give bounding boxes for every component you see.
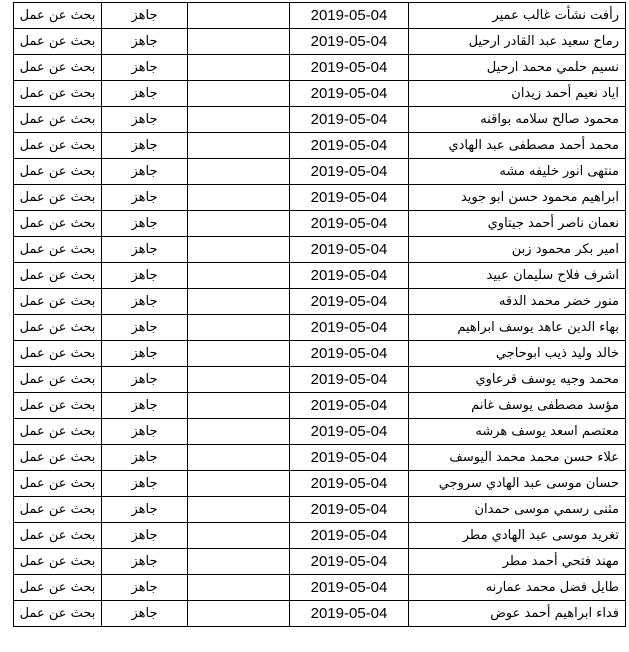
empty-cell [188, 159, 290, 185]
empty-cell [188, 107, 290, 133]
date-cell: 2019-05-04 [290, 445, 409, 471]
table-row [14, 393, 626, 419]
date-cell: 2019-05-04 [290, 185, 409, 211]
table-row [14, 497, 626, 523]
empty-cell [188, 419, 290, 445]
state-cell: جاهز [102, 133, 188, 159]
status-cell: بحث عن عمل [14, 315, 102, 341]
table-row [14, 315, 626, 341]
name-cell: محمود صالح سلامه بواقنه [409, 107, 626, 133]
name-cell: رماح سعيد عبد القادر ارحيل [409, 29, 626, 55]
empty-cell [188, 445, 290, 471]
state-cell: جاهز [102, 601, 188, 627]
empty-cell [188, 315, 290, 341]
table-row [14, 185, 626, 211]
empty-cell [188, 237, 290, 263]
date-cell: 2019-05-04 [290, 55, 409, 81]
table-row [14, 237, 626, 263]
date-cell: 2019-05-04 [290, 601, 409, 627]
status-cell: بحث عن عمل [14, 497, 102, 523]
date-cell: 2019-05-04 [290, 419, 409, 445]
empty-cell [188, 289, 290, 315]
empty-cell [188, 29, 290, 55]
empty-cell [188, 471, 290, 497]
empty-cell [188, 211, 290, 237]
state-cell: جاهز [102, 159, 188, 185]
status-cell: بحث عن عمل [14, 471, 102, 497]
date-cell: 2019-05-04 [290, 315, 409, 341]
name-cell: محمد أحمد مصطفى عبد الهادي [409, 133, 626, 159]
table-row [14, 575, 626, 601]
name-cell: ابراهيم محمود حسن ابو جويد [409, 185, 626, 211]
status-cell: بحث عن عمل [14, 3, 102, 29]
table-row [14, 159, 626, 185]
status-cell: بحث عن عمل [14, 523, 102, 549]
date-cell: 2019-05-04 [290, 263, 409, 289]
empty-cell [188, 185, 290, 211]
state-cell: جاهز [102, 471, 188, 497]
state-cell: جاهز [102, 3, 188, 29]
table-row [14, 29, 626, 55]
date-cell: 2019-05-04 [290, 497, 409, 523]
status-cell: بحث عن عمل [14, 29, 102, 55]
name-cell: خالد وليد ذيب ابوحاجي [409, 341, 626, 367]
table-row [14, 419, 626, 445]
empty-cell [188, 523, 290, 549]
date-cell: 2019-05-04 [290, 3, 409, 29]
status-cell: بحث عن عمل [14, 575, 102, 601]
date-cell: 2019-05-04 [290, 133, 409, 159]
date-cell: 2019-05-04 [290, 237, 409, 263]
date-cell: 2019-05-04 [290, 471, 409, 497]
table-row [14, 211, 626, 237]
table-row [14, 471, 626, 497]
state-cell: جاهز [102, 289, 188, 315]
name-cell: مهند فتحي أحمد مطر [409, 549, 626, 575]
status-cell: بحث عن عمل [14, 55, 102, 81]
status-cell: بحث عن عمل [14, 159, 102, 185]
status-cell: بحث عن عمل [14, 445, 102, 471]
date-cell: 2019-05-04 [290, 575, 409, 601]
name-cell: اياد نعيم أحمد زيدان [409, 81, 626, 107]
name-cell: رأفت نشأت غالب عمير [409, 3, 626, 29]
empty-cell [188, 55, 290, 81]
name-cell: اشرف فلاح سليمان عبيد [409, 263, 626, 289]
state-cell: جاهز [102, 445, 188, 471]
roster-table-body [14, 3, 626, 627]
status-cell: بحث عن عمل [14, 601, 102, 627]
table-row [14, 289, 626, 315]
state-cell: جاهز [102, 315, 188, 341]
date-cell: 2019-05-04 [290, 367, 409, 393]
status-cell: بحث عن عمل [14, 367, 102, 393]
empty-cell [188, 367, 290, 393]
status-cell: بحث عن عمل [14, 237, 102, 263]
roster-table [13, 2, 626, 627]
status-cell: بحث عن عمل [14, 81, 102, 107]
state-cell: جاهز [102, 263, 188, 289]
empty-cell [188, 133, 290, 159]
state-cell: جاهز [102, 341, 188, 367]
status-cell: بحث عن عمل [14, 289, 102, 315]
status-cell: بحث عن عمل [14, 419, 102, 445]
status-cell: بحث عن عمل [14, 133, 102, 159]
table-row [14, 55, 626, 81]
state-cell: جاهز [102, 211, 188, 237]
state-cell: جاهز [102, 419, 188, 445]
date-cell: 2019-05-04 [290, 29, 409, 55]
status-cell: بحث عن عمل [14, 549, 102, 575]
name-cell: بهاء الدين عاهد يوسف ابراهيم [409, 315, 626, 341]
table-row [14, 107, 626, 133]
name-cell: تغريد موسى عبد الهادي مطر [409, 523, 626, 549]
state-cell: جاهز [102, 237, 188, 263]
name-cell: فداء ابراهيم أحمد عوض [409, 601, 626, 627]
table-row [14, 367, 626, 393]
status-cell: بحث عن عمل [14, 185, 102, 211]
table-row [14, 445, 626, 471]
status-cell: بحث عن عمل [14, 211, 102, 237]
table-row [14, 81, 626, 107]
state-cell: جاهز [102, 55, 188, 81]
date-cell: 2019-05-04 [290, 341, 409, 367]
name-cell: حسان موسى عبد الهادي سروجي [409, 471, 626, 497]
status-cell: بحث عن عمل [14, 341, 102, 367]
empty-cell [188, 263, 290, 289]
table-row [14, 133, 626, 159]
name-cell: امير بكر محمود زبن [409, 237, 626, 263]
name-cell: علاء حسن محمد محمد اليوسف [409, 445, 626, 471]
name-cell: منور خضر محمد الدقه [409, 289, 626, 315]
state-cell: جاهز [102, 107, 188, 133]
name-cell: منتهى انور خليفه مشه [409, 159, 626, 185]
name-cell: مؤسد مصطفى يوسف غانم [409, 393, 626, 419]
empty-cell [188, 81, 290, 107]
table-row [14, 263, 626, 289]
empty-cell [188, 497, 290, 523]
state-cell: جاهز [102, 185, 188, 211]
empty-cell [188, 341, 290, 367]
state-cell: جاهز [102, 549, 188, 575]
name-cell: طايل فضل محمد عمارنه [409, 575, 626, 601]
table-row [14, 549, 626, 575]
date-cell: 2019-05-04 [290, 523, 409, 549]
date-cell: 2019-05-04 [290, 549, 409, 575]
status-cell: بحث عن عمل [14, 263, 102, 289]
name-cell: محمد وجيه يوسف قرعاوي [409, 367, 626, 393]
empty-cell [188, 601, 290, 627]
name-cell: نسيم حلمي محمد ارحيل [409, 55, 626, 81]
date-cell: 2019-05-04 [290, 393, 409, 419]
state-cell: جاهز [102, 575, 188, 601]
empty-cell [188, 549, 290, 575]
empty-cell [188, 3, 290, 29]
name-cell: معتصم اسعد يوسف هرشه [409, 419, 626, 445]
table-row [14, 523, 626, 549]
table-row [14, 601, 626, 627]
table-row [14, 341, 626, 367]
date-cell: 2019-05-04 [290, 81, 409, 107]
status-cell: بحث عن عمل [14, 107, 102, 133]
date-cell: 2019-05-04 [290, 211, 409, 237]
empty-cell [188, 575, 290, 601]
name-cell: نعمان ناصر أحمد جيتاوي [409, 211, 626, 237]
date-cell: 2019-05-04 [290, 159, 409, 185]
table-row [14, 3, 626, 29]
empty-cell [188, 393, 290, 419]
state-cell: جاهز [102, 393, 188, 419]
date-cell: 2019-05-04 [290, 107, 409, 133]
name-cell: مثنى رسمي موسى حمدان [409, 497, 626, 523]
state-cell: جاهز [102, 523, 188, 549]
document-sheet [13, 2, 625, 627]
state-cell: جاهز [102, 81, 188, 107]
state-cell: جاهز [102, 29, 188, 55]
date-cell: 2019-05-04 [290, 289, 409, 315]
state-cell: جاهز [102, 497, 188, 523]
status-cell: بحث عن عمل [14, 393, 102, 419]
state-cell: جاهز [102, 367, 188, 393]
